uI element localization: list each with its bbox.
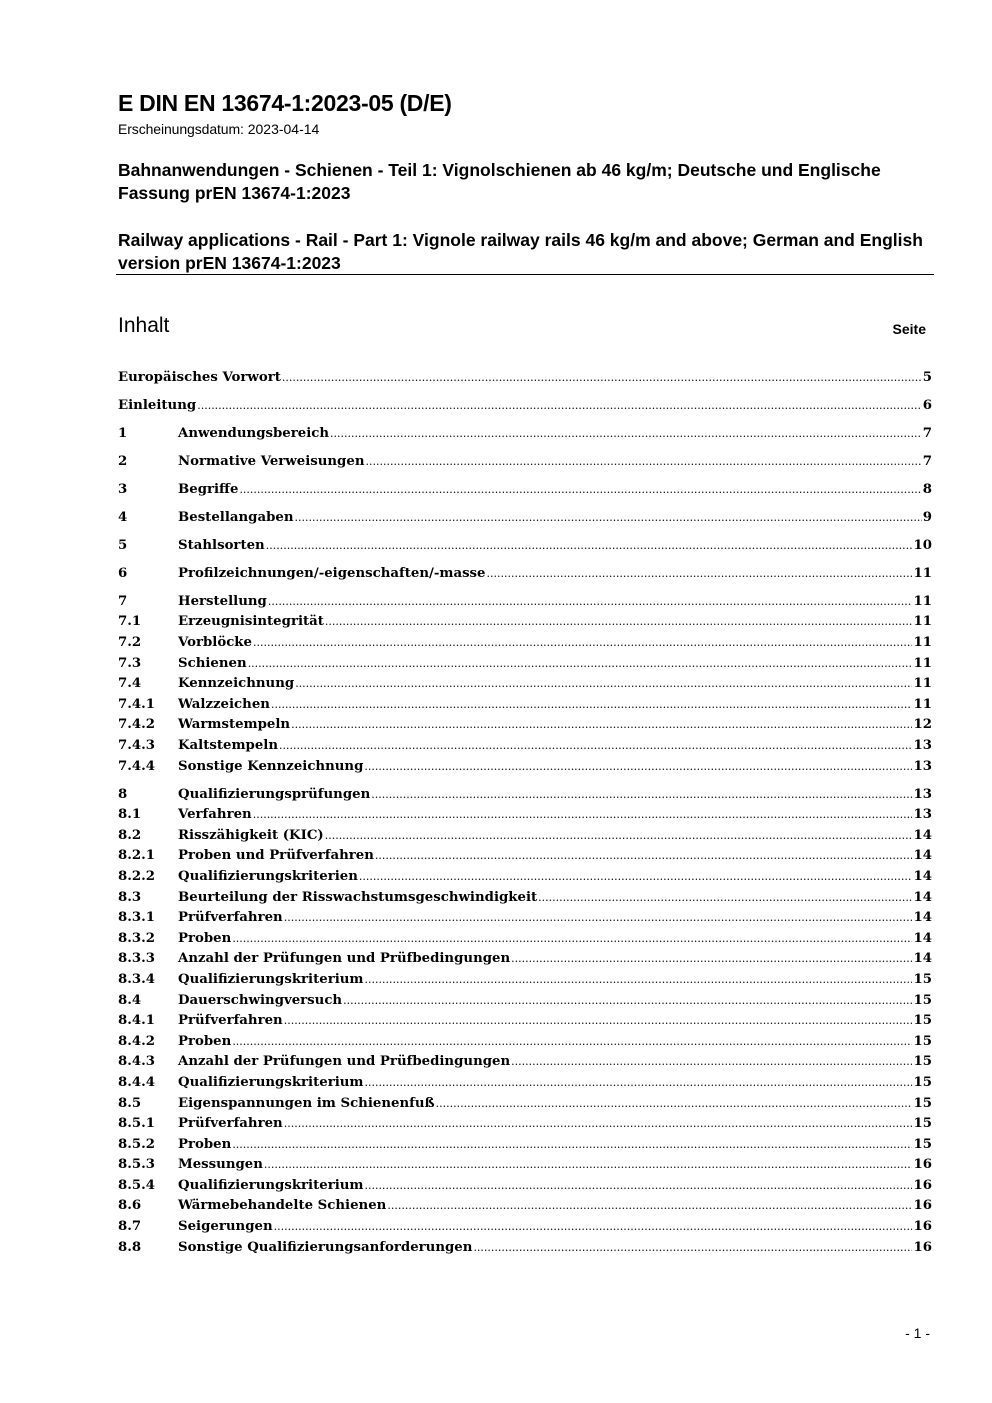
toc-heading: Inhalt	[118, 314, 170, 337]
toc-leader-dots	[253, 805, 913, 826]
toc-leader-dots	[330, 424, 922, 445]
toc-entry-number: 8.1	[118, 807, 142, 823]
toc-leader-dots	[371, 785, 912, 806]
title-english: Railway applications - Rail - Part 1: Vignole railway rails 46 kg/m and above; German and English version prEN 13674-1:2023	[118, 230, 923, 273]
toc-leader-dots	[282, 368, 922, 389]
toc-entry-title: Qualifizierungskriterium	[178, 1177, 364, 1193]
toc-entry[interactable]	[118, 480, 932, 501]
toc-entry-page: 5	[922, 370, 932, 385]
toc-entry[interactable]	[118, 564, 932, 585]
table-of-contents	[118, 368, 932, 1258]
toc-entry-number: 8.4.4	[118, 1074, 156, 1090]
toc-entry-number: 8.4.1	[118, 1013, 156, 1029]
toc-entry-page: 15	[913, 1095, 932, 1111]
title-german: Bahnanwendungen - Schienen - Teil 1: Vignolschienen ab 46 kg/m; Deutsche und Englische Fassung prEN 13674-1:2023	[118, 160, 881, 203]
toc-entry-title: Verfahren	[178, 807, 252, 823]
toc-entry-number: 2	[118, 453, 128, 469]
toc-leader-dots	[264, 1155, 913, 1176]
toc-entry[interactable]	[118, 695, 932, 716]
toc-entry-page: 11	[913, 655, 932, 671]
toc-entry-title: Stahlsorten	[178, 537, 265, 553]
toc-entry-title: Europäisches Vorwort	[118, 370, 281, 385]
toc-leader-dots	[239, 480, 921, 501]
toc-entry[interactable]	[118, 508, 932, 529]
toc-entry[interactable]	[118, 396, 932, 417]
toc-entry-number: 8.5.4	[118, 1177, 156, 1193]
toc-entry-page: 15	[913, 1116, 932, 1132]
toc-leader-dots	[473, 1238, 912, 1259]
toc-entry[interactable]	[118, 888, 932, 909]
toc-entry-number: 8.5.1	[118, 1116, 156, 1132]
toc-leader-dots	[274, 1217, 913, 1238]
toc-entry-title: Begriffe	[178, 481, 239, 497]
toc-entry-number: 8.5.3	[118, 1157, 156, 1173]
toc-entry-page: 15	[913, 971, 932, 987]
toc-leader-dots	[232, 1135, 912, 1156]
toc-entry-number: 7.4	[118, 676, 142, 692]
toc-entry[interactable]	[118, 846, 932, 867]
toc-entry-page: 10	[913, 537, 932, 553]
toc-entry-page: 14	[913, 951, 932, 967]
toc-entry-title: Normative Verweisungen	[178, 453, 365, 469]
toc-entry-number: 8	[118, 786, 128, 802]
toc-entry-page: 6	[922, 397, 932, 413]
toc-entry-page: 11	[913, 565, 932, 581]
toc-entry[interactable]	[118, 674, 932, 695]
toc-leader-dots	[266, 536, 913, 557]
toc-entry[interactable]	[118, 908, 932, 929]
toc-entry-title: Qualifizierungsprüfungen	[178, 786, 371, 802]
toc-entry-number: 8.3	[118, 889, 142, 905]
toc-entry-number: 7.3	[118, 655, 142, 671]
toc-entry-title: Proben	[178, 1136, 232, 1152]
toc-leader-dots	[325, 612, 913, 633]
toc-entry-number: 8.2	[118, 827, 142, 843]
toc-entry-page: 11	[913, 593, 932, 609]
toc-entry-title: Anzahl der Prüfungen und Prüfbedingungen	[178, 951, 511, 967]
toc-entry-page: 13	[913, 738, 932, 754]
toc-entry-title: Prüfverfahren	[178, 1116, 283, 1132]
toc-entry-number: 8.4.3	[118, 1054, 156, 1070]
toc-entry-title: Proben	[178, 1033, 232, 1049]
toc-entry[interactable]	[118, 536, 932, 557]
toc-leader-dots	[295, 508, 922, 529]
toc-entry-page: 14	[913, 827, 932, 843]
publication-date-value: 2023-04-14	[247, 121, 320, 137]
toc-entry[interactable]	[118, 970, 932, 991]
toc-entry-number: 8.3.2	[118, 930, 156, 946]
toc-leader-dots	[284, 908, 913, 929]
toc-entry-title: Warmstempeln	[178, 717, 291, 733]
toc-entry-number: 7.2	[118, 635, 142, 651]
toc-entry-page: 13	[913, 807, 932, 823]
toc-entry[interactable]	[118, 785, 932, 806]
toc-entry-title: Herstellung	[178, 593, 267, 609]
toc-entry-title: Eigenspannungen im Schienenfuß	[178, 1095, 435, 1111]
toc-leader-dots	[291, 715, 912, 736]
toc-leader-dots	[359, 867, 913, 888]
toc-entry-page: 15	[913, 992, 932, 1008]
toc-entry-title: Qualifizierungskriterien	[178, 868, 358, 884]
toc-entry-number: 8.8	[118, 1239, 142, 1255]
toc-entry-title: Kennzeichnung	[178, 676, 295, 692]
toc-entry[interactable]	[118, 1011, 932, 1032]
toc-entry[interactable]	[118, 1114, 932, 1135]
toc-leader-dots	[375, 846, 913, 867]
toc-entry-page: 13	[913, 786, 932, 802]
toc-entry[interactable]	[118, 1135, 932, 1156]
toc-entry[interactable]	[118, 424, 932, 445]
toc-entry-page: 14	[913, 930, 932, 946]
toc-leader-dots	[284, 1011, 913, 1032]
toc-entry[interactable]	[118, 368, 932, 389]
toc-entry-number: 8.4	[118, 992, 142, 1008]
toc-leader-dots	[325, 826, 913, 847]
toc-entry-number: 8.2.2	[118, 868, 156, 884]
toc-entry-number: 7.1	[118, 614, 142, 630]
toc-entry-title: Walzzeichen	[178, 696, 270, 712]
toc-entry-title: Wärmebehandelte Schienen	[178, 1198, 387, 1214]
publication-date-label: Erscheinungsdatum:	[118, 121, 244, 137]
toc-entry-page: 7	[922, 453, 932, 469]
toc-entry[interactable]	[118, 1052, 932, 1073]
toc-entry-title: Prüfverfahren	[178, 1013, 283, 1029]
toc-entry-title: Prüfverfahren	[178, 910, 283, 926]
toc-entry[interactable]	[118, 867, 932, 888]
toc-entry-page: 11	[913, 614, 932, 630]
toc-entry-number: 1	[118, 425, 128, 441]
toc-entry-title: Sonstige Qualifizierungsanforderungen	[178, 1239, 473, 1255]
toc-entry-number: 8.6	[118, 1198, 142, 1214]
toc-entry-title: Schienen	[178, 655, 247, 671]
toc-entry-title: Anwendungsbereich	[178, 425, 330, 441]
toc-entry[interactable]	[118, 826, 932, 847]
toc-entry-number: 7	[118, 593, 128, 609]
toc-leader-dots	[387, 1196, 912, 1217]
toc-entry-page: 16	[913, 1198, 932, 1214]
toc-entry[interactable]	[118, 1217, 932, 1238]
toc-entry[interactable]	[118, 1196, 932, 1217]
toc-entry-number: 8.3.3	[118, 951, 156, 967]
toc-entry[interactable]	[118, 592, 932, 613]
toc-entry-title: Sonstige Kennzeichnung	[178, 758, 364, 774]
toc-entry-title: Anzahl der Prüfungen und Prüfbedingungen	[178, 1054, 511, 1070]
publication-date	[118, 121, 319, 137]
toc-leader-dots	[511, 949, 912, 970]
toc-entry-number: 8.3.4	[118, 971, 156, 987]
toc-leader-dots	[253, 633, 913, 654]
toc-entry[interactable]	[118, 929, 932, 950]
toc-entry-title: Bestellangaben	[178, 509, 294, 525]
toc-entry-number: 7.4.2	[118, 717, 156, 733]
toc-entry[interactable]	[118, 1094, 932, 1115]
toc-entry-title: Risszähigkeit (KIC)	[178, 827, 324, 843]
toc-entry-title: Dauerschwingversuch	[178, 992, 343, 1008]
toc-entry-page: 15	[913, 1033, 932, 1049]
toc-entry[interactable]	[118, 633, 932, 654]
toc-leader-dots	[295, 674, 912, 695]
toc-leader-dots	[197, 396, 922, 417]
toc-entry-number: 5	[118, 537, 128, 553]
toc-entry-number: 8.5	[118, 1095, 142, 1111]
toc-entry-number: 8.2.1	[118, 848, 156, 864]
toc-entry-title: Profilzeichnungen/-eigenschaften/-masse	[178, 565, 486, 581]
toc-entry[interactable]	[118, 736, 932, 757]
toc-leader-dots	[271, 695, 913, 716]
toc-entry-page: 16	[913, 1177, 932, 1193]
toc-leader-dots	[365, 1073, 913, 1094]
toc-leader-dots	[232, 929, 912, 950]
toc-leader-dots	[366, 452, 922, 473]
toc-entry-title: Proben	[178, 930, 232, 946]
toc-entry-title: Vorblöcke	[178, 635, 252, 651]
toc-entry[interactable]	[118, 1155, 932, 1176]
toc-entry[interactable]	[118, 612, 932, 633]
toc-entry-page: 9	[922, 509, 932, 525]
toc-entry-number: 8.5.2	[118, 1136, 156, 1152]
page-number: - 1 -	[905, 1325, 930, 1341]
toc-entry[interactable]	[118, 452, 932, 473]
toc-entry-page: 15	[913, 1054, 932, 1070]
toc-entry[interactable]	[118, 715, 932, 736]
toc-entry[interactable]	[118, 1032, 932, 1053]
toc-entry-number: 7.4.4	[118, 758, 156, 774]
toc-entry-title: Beurteilung der Risswachstumsgeschwindigkeit	[178, 889, 538, 905]
toc-entry-number: 8.4.2	[118, 1033, 156, 1049]
toc-entry-page: 14	[913, 889, 932, 905]
toc-entry-page: 7	[922, 425, 932, 441]
toc-leader-dots	[232, 1032, 912, 1053]
toc-leader-dots	[279, 736, 912, 757]
toc-entry-number: 8.7	[118, 1219, 142, 1235]
toc-entry[interactable]	[118, 757, 932, 778]
toc-entry-title: Qualifizierungskriterium	[178, 971, 364, 987]
toc-entry[interactable]	[118, 1238, 932, 1259]
toc-entry-page: 14	[913, 910, 932, 926]
toc-entry[interactable]	[118, 1073, 932, 1094]
toc-entry-title: Kaltstempeln	[178, 738, 278, 754]
toc-entry-page: 15	[913, 1013, 932, 1029]
toc-leader-dots	[343, 991, 912, 1012]
toc-entry-page: 13	[913, 758, 932, 774]
toc-entry-number: 4	[118, 509, 128, 525]
toc-leader-dots	[365, 1176, 913, 1197]
toc-entry-page: 11	[913, 676, 932, 692]
toc-entry-number: 7.4.3	[118, 738, 156, 754]
toc-entry-number: 3	[118, 481, 128, 497]
toc-entry[interactable]	[118, 949, 932, 970]
toc-entry[interactable]	[118, 991, 932, 1012]
toc-entry-page: 16	[913, 1219, 932, 1235]
toc-leader-dots	[487, 564, 913, 585]
toc-entry[interactable]	[118, 805, 932, 826]
toc-entry-page: 15	[913, 1136, 932, 1152]
toc-leader-dots	[268, 592, 913, 613]
toc-leader-dots	[538, 888, 912, 909]
toc-entry-title: Seigerungen	[178, 1219, 273, 1235]
toc-entry-page: 16	[913, 1157, 932, 1173]
toc-entry-number: 7.4.1	[118, 696, 156, 712]
toc-entry-page: 8	[922, 481, 932, 497]
toc-leader-dots	[511, 1052, 912, 1073]
toc-entry-title: Qualifizierungskriterium	[178, 1074, 364, 1090]
toc-entry-page: 12	[913, 717, 932, 733]
title-divider	[116, 274, 934, 275]
toc-entry[interactable]	[118, 1176, 932, 1197]
toc-entry-number: 8.3.1	[118, 910, 156, 926]
toc-page-column-label: Seite	[892, 321, 926, 337]
toc-entry-page: 11	[913, 696, 932, 712]
toc-entry-page: 14	[913, 848, 932, 864]
toc-leader-dots	[248, 654, 913, 675]
toc-entry[interactable]	[118, 654, 932, 675]
toc-entry-title: Erzeugnisintegrität	[178, 614, 324, 630]
document-id: E DIN EN 13674-1:2023-05 (D/E)	[118, 90, 452, 116]
toc-entry-page: 11	[913, 635, 932, 651]
toc-leader-dots	[364, 757, 912, 778]
toc-entry-title: Proben und Prüfverfahren	[178, 848, 374, 864]
toc-entry-number: 6	[118, 565, 128, 581]
toc-entry-title: Messungen	[178, 1157, 263, 1173]
toc-entry-title: Einleitung	[118, 397, 197, 413]
toc-leader-dots	[365, 970, 913, 991]
toc-entry-page: 14	[913, 868, 932, 884]
toc-leader-dots	[436, 1094, 913, 1115]
toc-entry-page: 16	[913, 1239, 932, 1255]
toc-entry-page: 15	[913, 1074, 932, 1090]
toc-leader-dots	[284, 1114, 913, 1135]
